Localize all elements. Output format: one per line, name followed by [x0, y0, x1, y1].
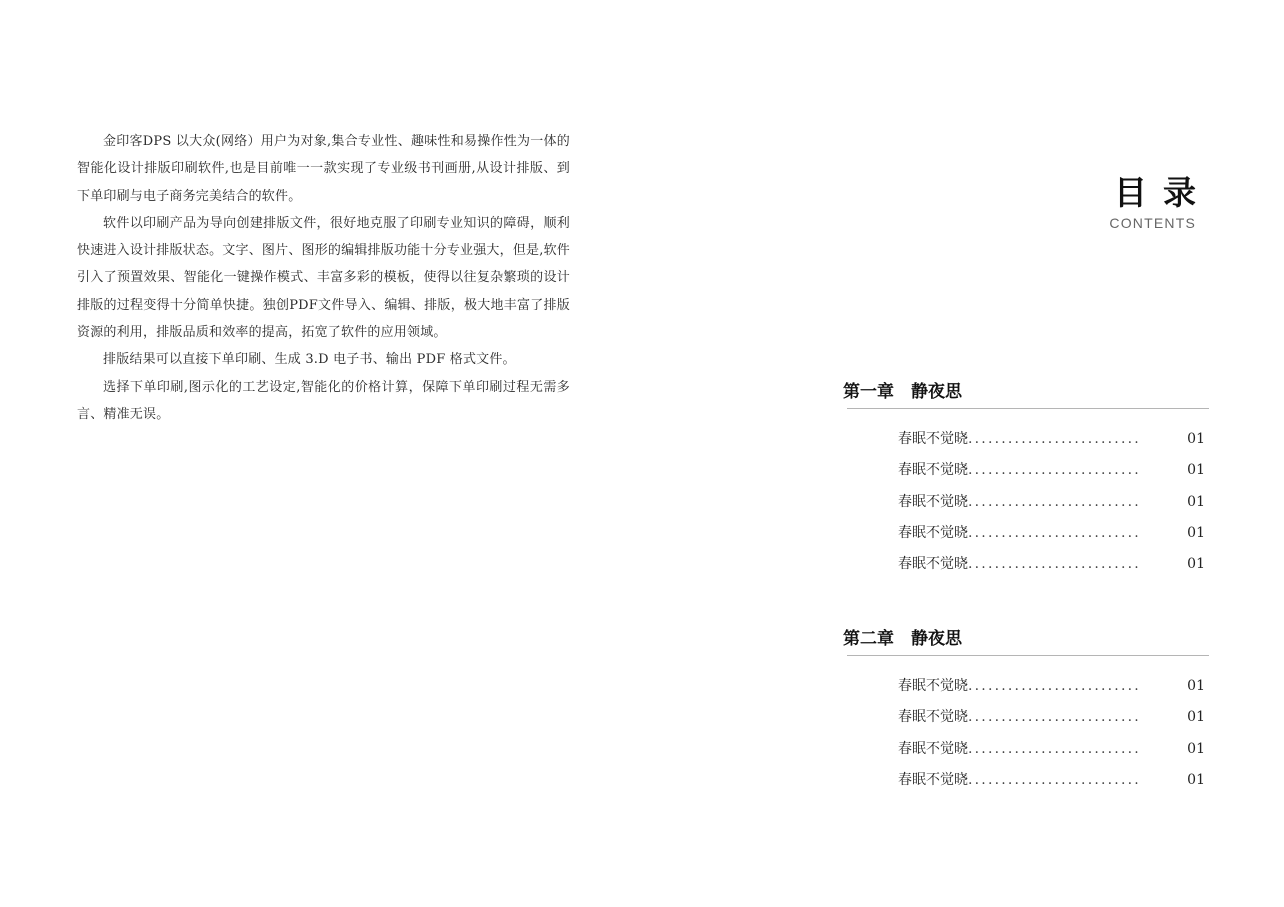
toc-entry-page: 01: [1187, 462, 1205, 479]
toc-entry-label: 春眠不觉晓: [898, 493, 968, 510]
toc-entry-leader: ..........................: [968, 524, 1141, 541]
toc-entry-label: 春眠不觉晓: [898, 462, 968, 479]
toc-entry[interactable]: [898, 706, 1205, 737]
toc-entry-page: 01: [1187, 740, 1205, 757]
left-page-body: [77, 128, 570, 428]
toc-entry-label: 春眠不觉晓: [898, 431, 968, 447]
toc-entry[interactable]: [898, 428, 1205, 459]
toc-entry-label: 春眠不觉晓: [898, 524, 968, 541]
chapter-divider: [847, 655, 1209, 656]
toc-entry-label: 春眠不觉晓: [898, 556, 968, 573]
toc-entry[interactable]: [898, 459, 1205, 490]
toc-entry-leader: ..........................: [968, 556, 1141, 573]
toc-entry-leader: ..........................: [968, 678, 1141, 694]
toc-entry-leader: ..........................: [968, 431, 1141, 447]
toc-chapter: [843, 379, 1209, 584]
toc-entry-list: [898, 428, 1205, 584]
body-paragraph: 金印客DPS 以大众(网络）用户为对象,集合专业性、趣味性和易操作性为一体的智能化设计排版印刷软件,也是目前唯一一款实现了专业级书刊画册,从设计排版、到下单印刷与电子商务完美结合的软件。: [77, 134, 570, 204]
toc-entry[interactable]: [898, 522, 1205, 553]
chapter-title: 第二章 静夜思: [843, 629, 962, 649]
toc-subtitle: CONTENTS: [1109, 215, 1196, 231]
toc-entry-leader: ..........................: [968, 709, 1141, 726]
chapter-title: 第一章 静夜思: [843, 382, 962, 402]
toc-entry-label: 春眠不觉晓: [898, 709, 968, 726]
toc-entry[interactable]: [898, 553, 1205, 584]
toc-entry[interactable]: [898, 738, 1205, 769]
body-paragraph: 排版结果可以直接下单印刷、生成 3.D 电子书、输出 PDF 格式文件。: [103, 352, 516, 368]
toc-entry-page: 01: [1187, 493, 1205, 510]
toc-entry-page: 01: [1187, 524, 1205, 541]
toc-entry-list: [898, 675, 1205, 800]
toc-entry-page: 01: [1187, 431, 1205, 447]
toc-entry-leader: ..........................: [968, 740, 1141, 757]
chapter-divider: [847, 408, 1209, 409]
body-paragraph: 软件以印刷产品为导向创建排版文件，很好地克服了印刷专业知识的障碍，顺利快速进入设计排版状态。文字、图片、图形的编辑排版功能十分专业强大，但是,软件引入了预置效果、智能化一键操作模式、丰富多彩的模板，使得以往复杂繁琐的设计排版的过程变得十分简单快捷。独创PDF文件导入、编辑、排版，极大地丰富了排版资源的利用，排版品质和效率的提高，拓宽了软件的应用领域。: [77, 215, 570, 341]
toc-entry[interactable]: [898, 769, 1205, 800]
toc-entry-leader: ..........................: [968, 493, 1141, 510]
toc-entry-label: 春眠不觉晓: [898, 771, 968, 788]
toc-entry-leader: ..........................: [968, 771, 1141, 788]
toc-entry-label: 春眠不觉晓: [898, 740, 968, 757]
toc-entry-page: 01: [1187, 771, 1205, 788]
toc-chapter: [843, 626, 1209, 800]
toc-heading: [1109, 172, 1212, 232]
toc-title: 目录: [1114, 173, 1212, 212]
toc-entry[interactable]: [898, 675, 1205, 706]
toc-entry-leader: ..........................: [968, 462, 1141, 479]
toc-entry[interactable]: [898, 491, 1205, 522]
body-paragraph: 选择下单印刷,图示化的工艺设定,智能化的价格计算，保障下单印刷过程无需多言、精准无误。: [77, 379, 570, 422]
toc-entry-page: 01: [1187, 556, 1205, 573]
toc-entry-label: 春眠不觉晓: [898, 678, 968, 694]
toc-entry-page: 01: [1187, 678, 1205, 694]
toc-entry-page: 01: [1187, 709, 1205, 726]
